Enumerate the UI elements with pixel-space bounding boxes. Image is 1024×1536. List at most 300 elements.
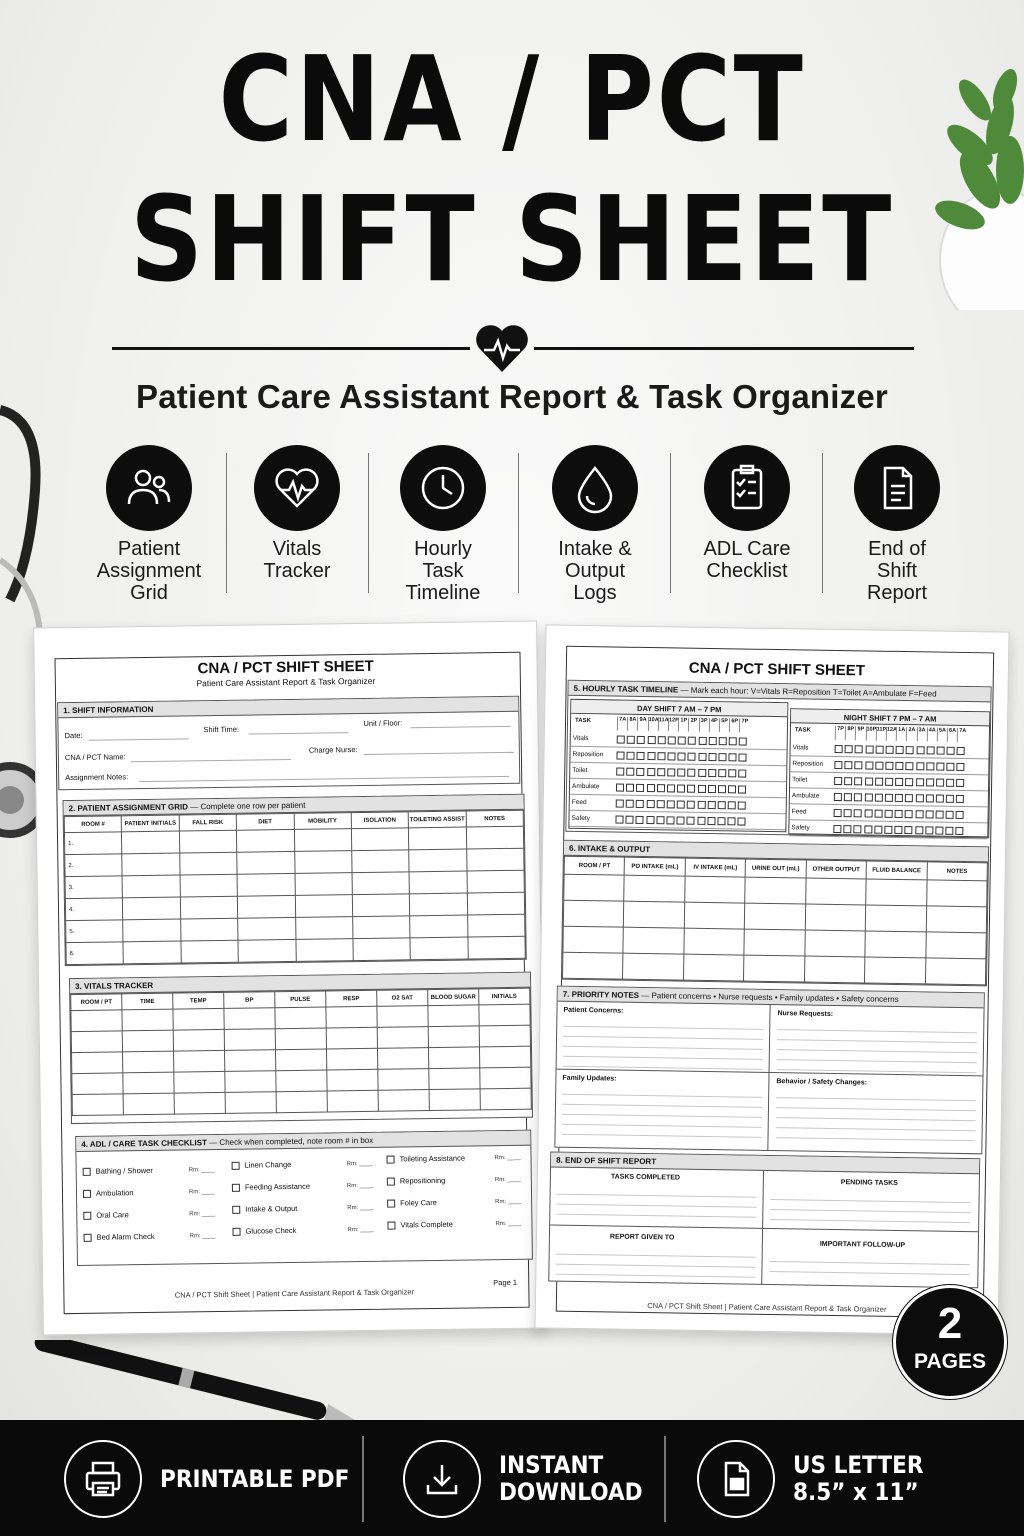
task-name: Ambulate	[571, 782, 600, 791]
timeline-checkbox[interactable]	[657, 736, 665, 744]
file-icon	[697, 1440, 775, 1518]
checkbox[interactable]	[232, 1183, 240, 1191]
timeline-checkbox[interactable]	[717, 817, 725, 825]
hour-label: 12A	[886, 727, 896, 741]
timeline-checkbox[interactable]	[656, 800, 664, 808]
col-header: FLUID BALANCE	[866, 861, 927, 880]
checkbox[interactable]	[232, 1227, 240, 1235]
timeline-checkbox[interactable]	[915, 826, 923, 834]
table-row: 3.	[65, 876, 123, 899]
timeline-cells	[616, 800, 749, 810]
timeline-row	[569, 812, 785, 830]
timeline-checkbox[interactable]	[677, 800, 685, 808]
timeline-checkbox[interactable]	[707, 817, 715, 825]
notes-lines	[770, 1190, 970, 1223]
divider-left	[112, 347, 470, 350]
checkbox[interactable]	[232, 1161, 240, 1169]
shift-time-line	[249, 732, 349, 734]
day-shift-title: DAY SHIFT 7 AM – 7 PM	[571, 700, 787, 717]
hour-label: 5A	[937, 728, 947, 742]
timeline-checkbox[interactable]	[616, 752, 624, 760]
timeline-checkbox[interactable]	[667, 800, 675, 808]
hour-label: 9P	[855, 726, 865, 740]
timeline-checkbox[interactable]	[708, 785, 716, 793]
important-followup-label: IMPORTANT FOLLOW-UP	[819, 1240, 906, 1250]
timeline-checkbox[interactable]	[738, 801, 746, 809]
timeline-checkbox[interactable]	[636, 816, 644, 824]
bottom-feature-label: PRINTABLE PDF	[160, 1464, 350, 1493]
section-priority-notes	[554, 986, 984, 1155]
checklist-item[interactable]: Toileting Assistance	[386, 1154, 465, 1164]
timeline-checkbox[interactable]	[707, 801, 715, 809]
night-shift-title: NIGHT SHIFT 7 PM – 7 AM	[791, 709, 989, 726]
checkbox[interactable]	[387, 1177, 395, 1185]
timeline-checkbox[interactable]	[905, 826, 913, 834]
feature-label: Patient Assignment Grid	[96, 538, 202, 604]
timeline-checkbox[interactable]	[728, 753, 736, 761]
timeline-checkbox[interactable]	[936, 747, 944, 755]
timeline-checkbox[interactable]	[718, 801, 726, 809]
timeline-checkbox[interactable]	[637, 736, 645, 744]
timeline-checkbox[interactable]	[855, 745, 863, 753]
timeline-checkbox[interactable]	[864, 793, 872, 801]
timeline-checkbox[interactable]	[864, 809, 872, 817]
charge-nurse-label: Charge Nurse:	[308, 745, 358, 755]
unit-floor-label: Unit / Floor:	[363, 718, 403, 728]
col-header: NOTES	[466, 810, 524, 827]
timeline-checkbox[interactable]	[646, 800, 654, 808]
timeline-checkbox[interactable]	[875, 778, 883, 786]
feature-row	[74, 445, 974, 610]
timeline-checkbox[interactable]	[946, 763, 954, 771]
timeline-checkbox[interactable]	[906, 746, 914, 754]
col-header: ISOLATION	[351, 812, 409, 829]
timeline-checkbox[interactable]	[936, 795, 944, 803]
timeline-checkbox[interactable]	[667, 768, 675, 776]
timeline-checkbox[interactable]	[627, 736, 635, 744]
timeline-checkbox[interactable]	[718, 769, 726, 777]
hour-label: 10A	[647, 717, 657, 731]
timeline-cells	[616, 752, 749, 762]
behavior-safety-label: Behavior / Safety Changes:	[776, 1078, 868, 1087]
timeline-checkbox[interactable]	[678, 736, 686, 744]
timeline-checkbox[interactable]	[895, 762, 903, 770]
task-name: Vitals	[572, 734, 589, 743]
col-header: ROOM #	[64, 816, 122, 833]
timeline-checkbox[interactable]	[905, 810, 913, 818]
timeline-checkbox[interactable]	[885, 794, 893, 802]
hour-label: 3A	[916, 727, 926, 741]
timeline-checkbox[interactable]	[906, 762, 914, 770]
timeline-checkbox[interactable]	[718, 753, 726, 761]
timeline-checkbox[interactable]	[739, 737, 747, 745]
assignment-notes-label: Assignment Notes:	[65, 772, 129, 783]
assignment-notes-line	[139, 776, 509, 782]
table-row: 1.	[64, 832, 122, 855]
hour-label: 2P	[688, 718, 698, 732]
timeline-checkbox[interactable]	[687, 785, 695, 793]
timeline-checkbox[interactable]	[915, 810, 923, 818]
sheet-subtitle: Patient Care Assistant Report & Task Organizer	[196, 675, 376, 689]
timeline-checkbox[interactable]	[708, 753, 716, 761]
timeline-checkbox[interactable]	[728, 801, 736, 809]
hour-label: 4P	[709, 718, 719, 732]
section-header: 6. INTAKE & OUTPUT	[564, 841, 988, 863]
section-header: 3. VITALS TRACKER	[70, 973, 530, 994]
checklist-item[interactable]: Oral Care	[83, 1210, 129, 1220]
timeline-checkbox[interactable]	[895, 778, 903, 786]
timeline-checkbox[interactable]	[718, 785, 726, 793]
timeline-checkbox[interactable]	[687, 769, 695, 777]
hour-label: 7P	[739, 718, 749, 732]
timeline-checkbox[interactable]	[845, 761, 853, 769]
timeline-checkbox[interactable]	[738, 785, 746, 793]
main-title-line1: CNA / PCT	[218, 30, 806, 168]
timeline-checkbox[interactable]	[835, 745, 843, 753]
section-header: 8. END OF SHIFT REPORT	[551, 1153, 979, 1175]
feature-adl-checklist	[672, 445, 822, 582]
family-updates-label: Family Updates:	[562, 1074, 617, 1083]
timeline-checkbox[interactable]	[687, 801, 695, 809]
timeline-checkbox[interactable]	[728, 785, 736, 793]
timeline-checkbox[interactable]	[956, 827, 964, 835]
timeline-checkbox[interactable]	[875, 762, 883, 770]
timeline-checkbox[interactable]	[854, 793, 862, 801]
notes-lines	[777, 1020, 978, 1073]
timeline-checkbox[interactable]	[874, 826, 882, 834]
col-header: TEMP	[173, 992, 224, 1009]
room-tag: Rm: ____	[495, 1198, 522, 1206]
timeline-checkbox[interactable]	[636, 800, 644, 808]
feature-label: Intake & Output Logs	[558, 538, 632, 604]
feature-end-of-shift	[822, 445, 972, 604]
timeline-checkbox[interactable]	[896, 746, 904, 754]
feature-label: ADL Care Checklist	[703, 538, 791, 582]
timeline-checkbox[interactable]	[615, 816, 623, 824]
task-name: Reposition	[572, 750, 604, 759]
timeline-checkbox[interactable]	[616, 784, 624, 792]
vitals-table	[70, 988, 532, 1116]
timeline-checkbox[interactable]	[956, 779, 964, 787]
timeline-checkbox[interactable]	[845, 745, 853, 753]
col-header: BLOOD SUGAR	[428, 989, 479, 1006]
section-header: 7. PRIORITY NOTES — Patient concerns • Nurse requests • Family updates • Safety concerns	[558, 987, 984, 1009]
timeline-checkbox[interactable]	[688, 753, 696, 761]
feature-separator	[518, 453, 519, 593]
timeline-checkbox[interactable]	[865, 761, 873, 769]
task-name: Toilet	[792, 776, 808, 784]
checkbox[interactable]	[83, 1211, 91, 1219]
timeline-checkbox[interactable]	[834, 761, 842, 769]
checklist-item[interactable]: Bed Alarm Check	[84, 1232, 155, 1242]
timeline-cells	[615, 816, 748, 826]
timeline-checkbox[interactable]	[957, 763, 965, 771]
hour-label: 9A	[637, 717, 647, 731]
timeline-checkbox[interactable]	[875, 794, 883, 802]
badge-number: 2	[937, 1299, 963, 1348]
timeline-checkbox[interactable]	[626, 768, 634, 776]
nurse-requests-label: Nurse Requests:	[777, 1010, 834, 1018]
section-vitals-tracker	[69, 972, 533, 1124]
checkbox[interactable]	[83, 1189, 91, 1197]
timeline-checkbox[interactable]	[834, 777, 842, 785]
timeline-checkbox[interactable]	[895, 810, 903, 818]
timeline-checkbox[interactable]	[925, 794, 933, 802]
timeline-checkbox[interactable]	[926, 778, 934, 786]
timeline-checkbox[interactable]	[947, 747, 955, 755]
timeline-checkbox[interactable]	[885, 762, 893, 770]
feature-vitals-tracker	[222, 445, 372, 582]
timeline-checkbox[interactable]	[657, 752, 665, 760]
hour-label: 4A	[926, 727, 936, 741]
timeline-checkbox[interactable]	[646, 816, 654, 824]
timeline-checkbox[interactable]	[854, 825, 862, 833]
timeline-checkbox[interactable]	[865, 745, 873, 753]
room-tag: Rm: ____	[494, 1154, 521, 1162]
timeline-checkbox[interactable]	[865, 777, 873, 785]
section-patient-assignment-grid	[62, 794, 526, 966]
timeline-checkbox[interactable]	[667, 752, 675, 760]
timeline-checkbox[interactable]	[647, 736, 655, 744]
timeline-checkbox[interactable]	[844, 809, 852, 817]
checklist-item[interactable]: Glucose Check	[232, 1226, 296, 1236]
section-header: 5. HOURLY TASK TIMELINE — Mark each hour: V=Vitals R=Reposition T=Toilet A=Ambulate F=Feed	[568, 681, 990, 703]
timeline-checkbox[interactable]	[647, 768, 655, 776]
pen-icon	[10, 1340, 370, 1420]
col-header: BP	[224, 992, 275, 1009]
timeline-checkbox[interactable]	[956, 811, 964, 819]
timeline-checkbox[interactable]	[926, 746, 934, 754]
timeline-checkbox[interactable]	[697, 785, 705, 793]
timeline-checkbox[interactable]	[946, 795, 954, 803]
checkbox[interactable]	[84, 1233, 92, 1241]
pages-badge	[893, 1285, 1007, 1399]
checklist-item[interactable]: Feeding Assistance	[232, 1182, 310, 1192]
timeline-checkbox[interactable]	[668, 736, 676, 744]
checkbox[interactable]	[387, 1221, 395, 1229]
timeline-checkbox[interactable]	[728, 769, 736, 777]
section-header: 4. ADL / CARE TASK CHECKLIST — Check when completed, note room # in box	[76, 1131, 530, 1152]
feature-label: End of Shift Report	[866, 538, 928, 604]
timeline-checkbox[interactable]	[916, 778, 924, 786]
notes-lines	[563, 1017, 764, 1070]
timeline-checkbox[interactable]	[708, 769, 716, 777]
timeline-checkbox[interactable]	[738, 769, 746, 777]
section-adl-checklist	[75, 1130, 533, 1266]
checklist-item[interactable]: Linen Change	[232, 1160, 292, 1170]
hour-label: 5P	[719, 718, 729, 732]
timeline-checkbox[interactable]	[915, 794, 923, 802]
timeline-checkbox[interactable]	[905, 778, 913, 786]
room-tag: Rm: ____	[495, 1220, 522, 1228]
timeline-checkbox[interactable]	[854, 777, 862, 785]
timeline-row	[790, 789, 988, 807]
timeline-checkbox[interactable]	[697, 817, 705, 825]
task-name: Vitals	[792, 744, 809, 752]
timeline-checkbox[interactable]	[884, 810, 892, 818]
timeline-cells	[834, 761, 967, 771]
timeline-checkbox[interactable]	[626, 816, 634, 824]
timeline-checkbox[interactable]	[834, 793, 842, 801]
timeline-checkbox[interactable]	[616, 800, 624, 808]
timeline-checkbox[interactable]	[935, 827, 943, 835]
timeline-checkbox[interactable]	[945, 827, 953, 835]
timeline-checkbox[interactable]	[925, 810, 933, 818]
task-header: TASK	[794, 727, 811, 734]
timeline-checkbox[interactable]	[688, 737, 696, 745]
timeline-checkbox[interactable]	[637, 768, 645, 776]
timeline-checkbox[interactable]	[926, 762, 934, 770]
timeline-checkbox[interactable]	[864, 825, 872, 833]
timeline-checkbox[interactable]	[885, 778, 893, 786]
section-header: 1. SHIFT INFORMATION	[58, 697, 518, 718]
timeline-checkbox[interactable]	[875, 746, 883, 754]
timeline-checkbox[interactable]	[956, 795, 964, 803]
timeline-checkbox[interactable]	[646, 784, 654, 792]
task-name: Feed	[571, 798, 587, 807]
unit-floor-line	[411, 726, 511, 728]
col-header: IV INTAKE (mL)	[685, 858, 746, 877]
timeline-checkbox[interactable]	[894, 826, 902, 834]
sheet-title: CNA / PCT SHIFT SHEET	[197, 657, 374, 678]
timeline-checkbox[interactable]	[895, 794, 903, 802]
section-shift-information	[57, 696, 520, 790]
timeline-checkbox[interactable]	[636, 784, 644, 792]
timeline-checkbox[interactable]	[854, 809, 862, 817]
checkbox[interactable]	[83, 1167, 91, 1175]
col-header: TIME	[122, 993, 173, 1010]
timeline-checkbox[interactable]	[678, 752, 686, 760]
day-shift-grid	[568, 699, 788, 832]
col-header: RESP	[326, 990, 377, 1007]
sheet-footer: CNA / PCT Shift Sheet | Patient Care Assistant Report & Task Organizer	[174, 1287, 415, 1300]
timeline-checkbox[interactable]	[844, 793, 852, 801]
task-name: Ambulate	[791, 792, 820, 800]
checklist-item[interactable]: Ambulation	[83, 1188, 134, 1198]
timeline-checkbox[interactable]	[874, 810, 882, 818]
timeline-checkbox[interactable]	[656, 816, 664, 824]
room-tag: Rm: ____	[188, 1167, 215, 1174]
timeline-checkbox[interactable]	[834, 809, 842, 817]
hour-label: 8A	[627, 717, 637, 731]
timeline-checkbox[interactable]	[657, 784, 665, 792]
timeline-checkbox[interactable]	[855, 761, 863, 769]
timeline-checkbox[interactable]	[727, 817, 735, 825]
timeline-cells	[833, 825, 966, 835]
timeline-checkbox[interactable]	[697, 801, 705, 809]
timeline-checkbox[interactable]	[946, 811, 954, 819]
cna-name-label: CNA / PCT Name:	[64, 752, 126, 763]
timeline-checkbox[interactable]	[698, 753, 706, 761]
timeline-checkbox[interactable]	[925, 826, 933, 834]
checklist-item[interactable]: Intake & Output	[232, 1204, 297, 1214]
timeline-checkbox[interactable]	[616, 768, 624, 776]
timeline-checkbox[interactable]	[719, 737, 727, 745]
timeline-checkbox[interactable]	[666, 816, 674, 824]
checklist-item[interactable]: Bathing / Shower	[83, 1166, 153, 1176]
timeline-checkbox[interactable]	[626, 784, 634, 792]
timeline-checkbox[interactable]	[677, 768, 685, 776]
tasks-completed-label: TASKS COMPLETED	[610, 1173, 681, 1182]
timeline-row	[791, 741, 989, 759]
timeline-checkbox[interactable]	[617, 736, 625, 744]
day-hour-labels	[617, 717, 750, 733]
main-title-line2: SHIFT SHEET	[130, 170, 894, 308]
timeline-checkbox[interactable]	[627, 752, 635, 760]
room-tag: Rm: ____	[346, 1160, 373, 1168]
heart-pulse-icon	[254, 445, 340, 531]
timeline-checkbox[interactable]	[884, 826, 892, 834]
timeline-checkbox[interactable]	[886, 746, 894, 754]
timeline-cells	[834, 809, 967, 819]
timeline-checkbox[interactable]	[935, 811, 943, 819]
page-number: Page 1	[493, 1277, 518, 1288]
checkbox[interactable]	[386, 1155, 394, 1163]
timeline-checkbox[interactable]	[739, 753, 747, 761]
hour-label: 6A	[947, 728, 957, 742]
timeline-checkbox[interactable]	[936, 779, 944, 787]
timeline-checkbox[interactable]	[844, 777, 852, 785]
timeline-checkbox[interactable]	[677, 784, 685, 792]
room-tag: Rm: ____	[346, 1182, 373, 1190]
timeline-checkbox[interactable]	[916, 746, 924, 754]
timeline-checkbox[interactable]	[637, 752, 645, 760]
checklist-item[interactable]: Repositioning	[387, 1176, 446, 1186]
timeline-checkbox[interactable]	[667, 784, 675, 792]
shift-time-label: Shift Time:	[203, 724, 240, 735]
timeline-cells	[616, 784, 749, 794]
timeline-checkbox[interactable]	[657, 768, 665, 776]
timeline-checkbox[interactable]	[738, 817, 746, 825]
timeline-cells	[835, 745, 968, 755]
timeline-checkbox[interactable]	[626, 800, 634, 808]
task-header: TASK	[574, 717, 591, 725]
timeline-checkbox[interactable]	[647, 752, 655, 760]
notes-lines	[562, 1085, 763, 1138]
timeline-checkbox[interactable]	[916, 762, 924, 770]
bottom-separator	[362, 1436, 364, 1522]
feature-label: Vitals Tracker	[263, 538, 331, 582]
timeline-checkbox[interactable]	[957, 747, 965, 755]
checklist-item[interactable]: Foley Care	[387, 1198, 437, 1208]
col-header: PULSE	[275, 991, 326, 1008]
room-tag: Rm: ____	[494, 1176, 521, 1184]
timeline-checkbox[interactable]	[698, 737, 706, 745]
col-header: O2 SAT	[377, 990, 428, 1007]
timeline-checkbox[interactable]	[833, 825, 841, 833]
notes-lines	[556, 1185, 756, 1218]
checklist-item[interactable]: Vitals Complete	[387, 1220, 453, 1230]
intake-output-table	[562, 856, 988, 986]
checkbox[interactable]	[232, 1205, 240, 1213]
timeline-checkbox[interactable]	[905, 794, 913, 802]
bottom-feature-label: US LETTER 8.5” x 11”	[793, 1451, 924, 1506]
timeline-checkbox[interactable]	[708, 737, 716, 745]
timeline-checkbox[interactable]	[844, 825, 852, 833]
timeline-checkbox[interactable]	[687, 817, 695, 825]
timeline-checkbox[interactable]	[936, 763, 944, 771]
timeline-row	[789, 821, 987, 839]
download-icon	[403, 1440, 481, 1518]
feature-intake-output	[520, 445, 670, 604]
checkbox[interactable]	[387, 1199, 395, 1207]
timeline-checkbox[interactable]	[729, 737, 737, 745]
timeline-checkbox[interactable]	[946, 779, 954, 787]
night-shift-grid	[788, 708, 990, 837]
timeline-checkbox[interactable]	[698, 769, 706, 777]
clock-icon	[400, 445, 486, 531]
timeline-checkbox[interactable]	[677, 816, 685, 824]
